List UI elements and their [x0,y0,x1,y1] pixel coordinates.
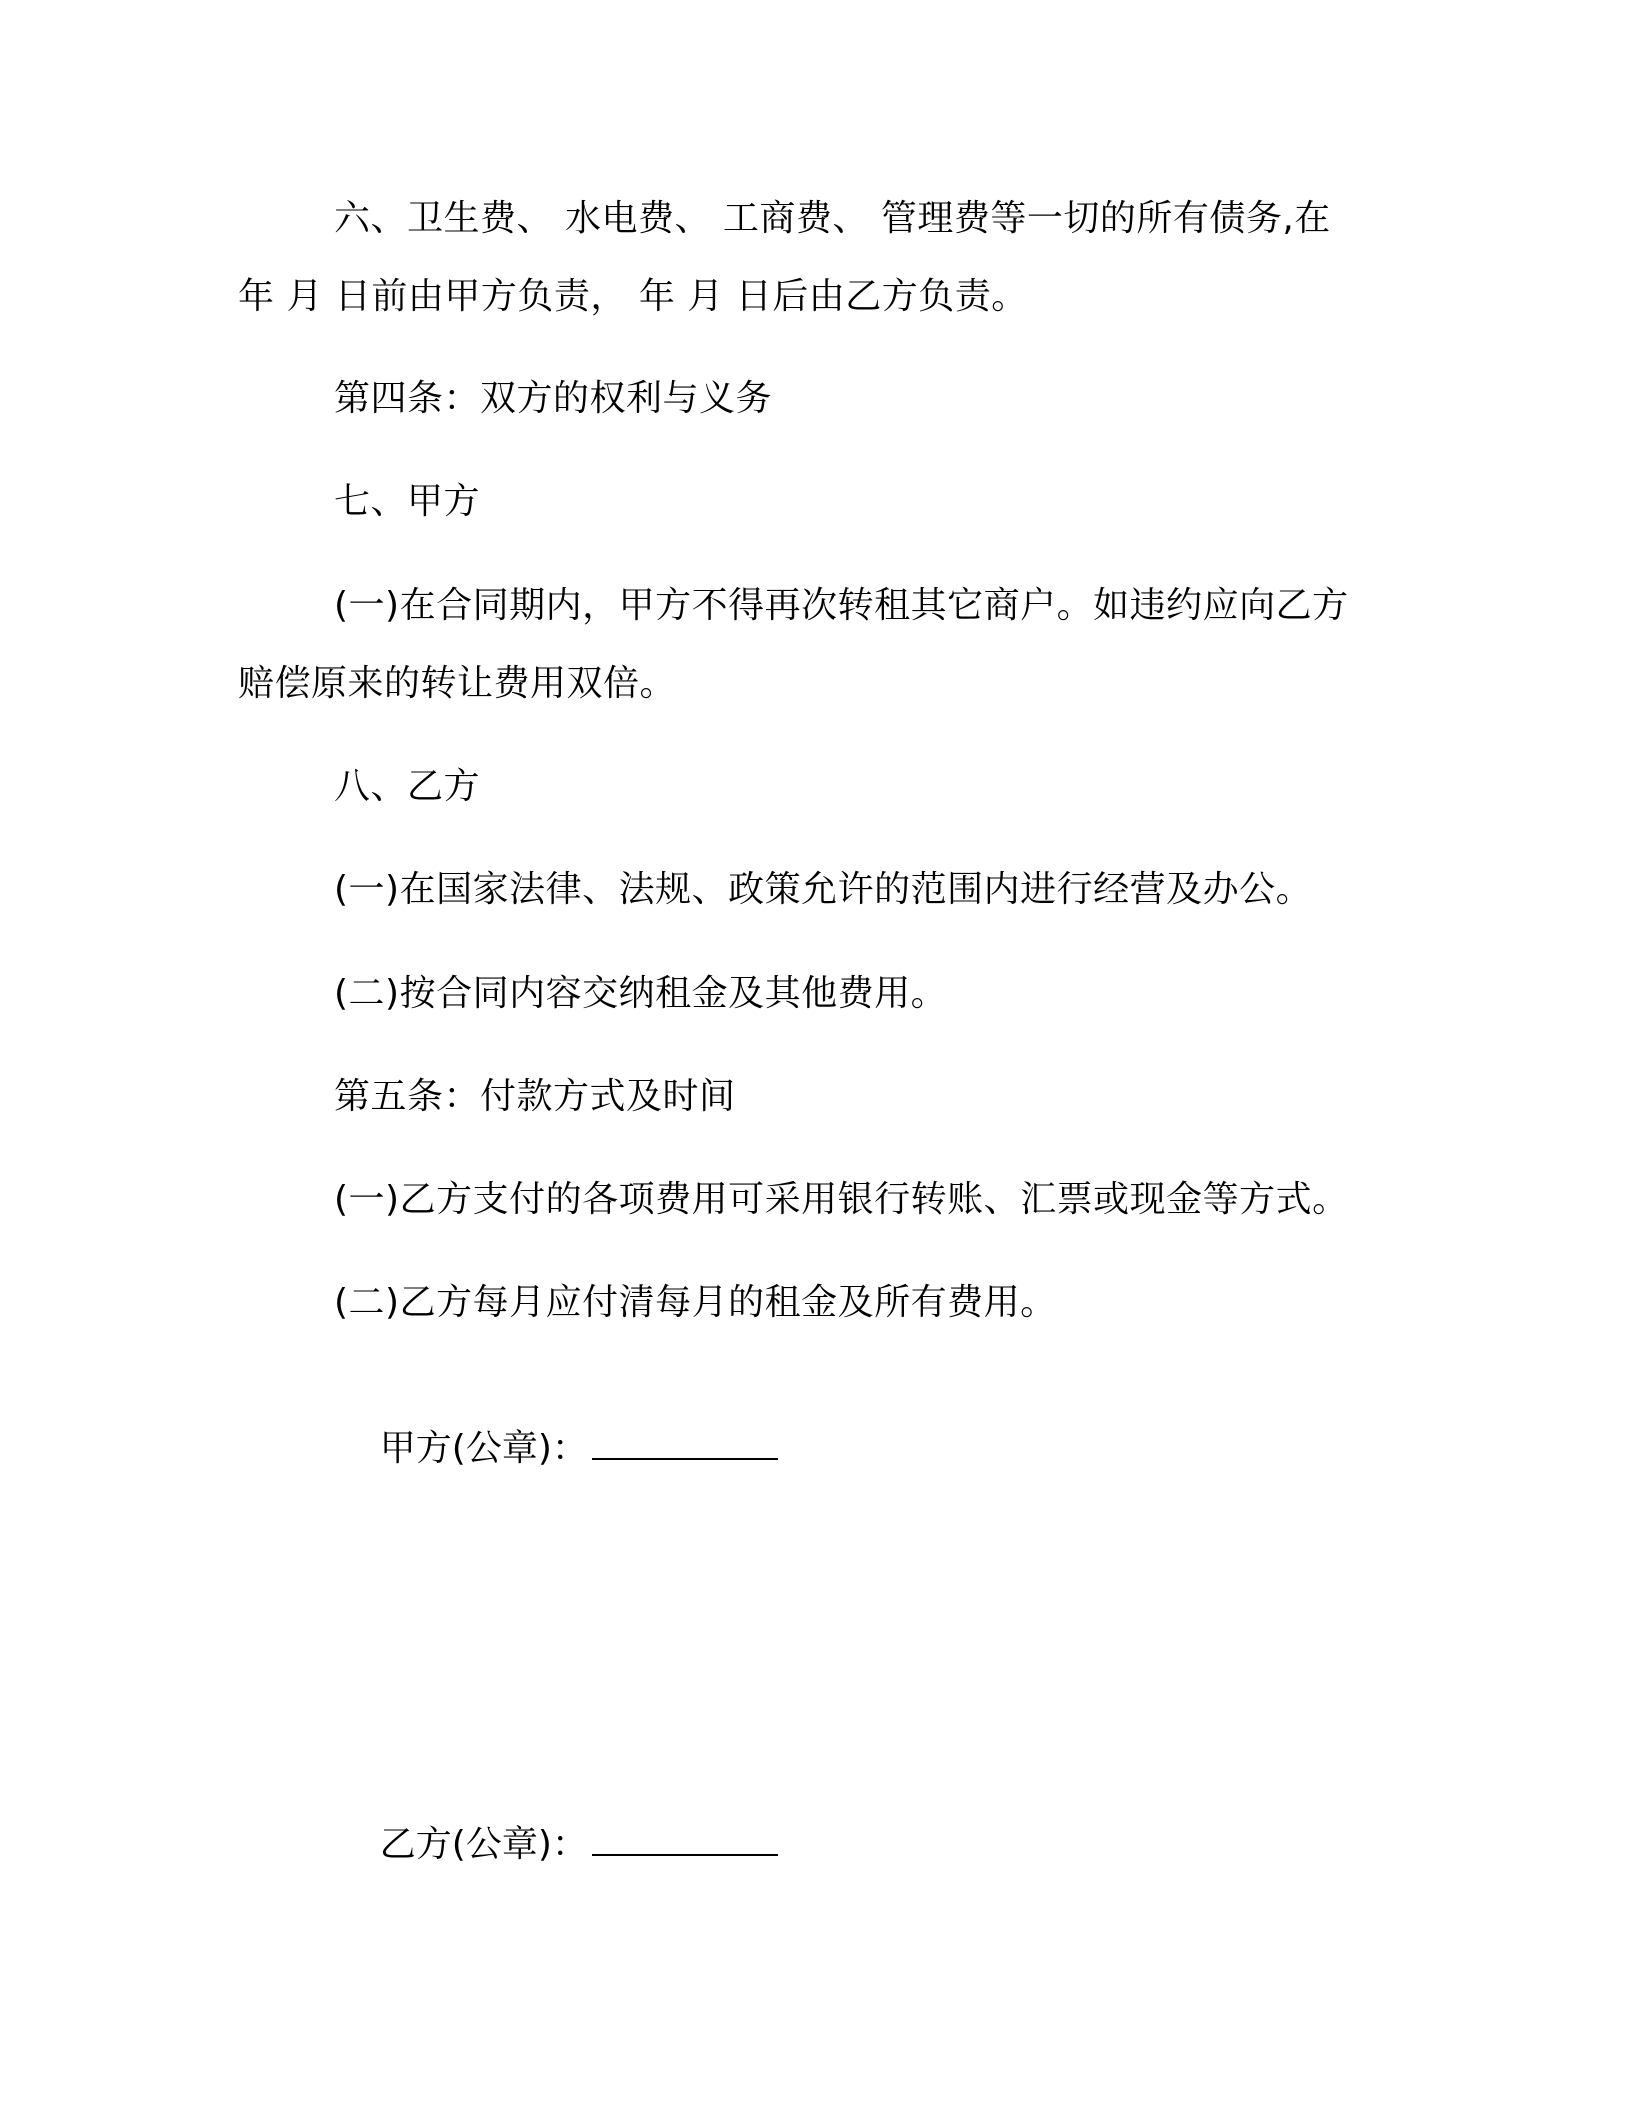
clause-eight-party-b-heading: 八、乙方 [334,766,481,807]
party-a-signature [334,1382,778,1515]
payment-clause-1: (一)乙方支付的各项费用可采用银行转账、汇票或现金等方式。 [334,1179,1349,1220]
party-b-signature [334,1778,778,1911]
party-a-signature-line [592,1426,778,1460]
party-a-obligation-1: (一)在合同期内，甲方不得再次转租其它商户。如违约应向乙方赔偿原来的转让费用双倍。 [238,585,1349,704]
party-b-right-1: (一)在国家法律、法规、政策允许的范围内进行经营及办公。 [334,869,1313,910]
article-five-heading: 第五条：付款方式及时间 [334,1076,736,1117]
article-four-heading: 第四条：双方的权利与义务 [334,378,773,419]
party-b-signature-line [592,1822,778,1856]
clause-six-fees: 六、卫生费、 水电费、 工商费、 管理费等一切的所有债务,在 年 月 日前由甲方负责， 年 月 日后由乙方负责。 [238,198,1343,317]
clause-seven-party-a-heading: 七、甲方 [334,481,481,522]
payment-clause-2: (二)乙方每月应付清每月的租金及所有费用。 [334,1282,1057,1323]
party-b-signature-label: 乙方(公章)： [379,1824,588,1865]
party-a-signature-label: 甲方(公章)： [379,1428,588,1469]
party-b-right-2: (二)按合同内容交纳租金及其他费用。 [334,973,948,1014]
